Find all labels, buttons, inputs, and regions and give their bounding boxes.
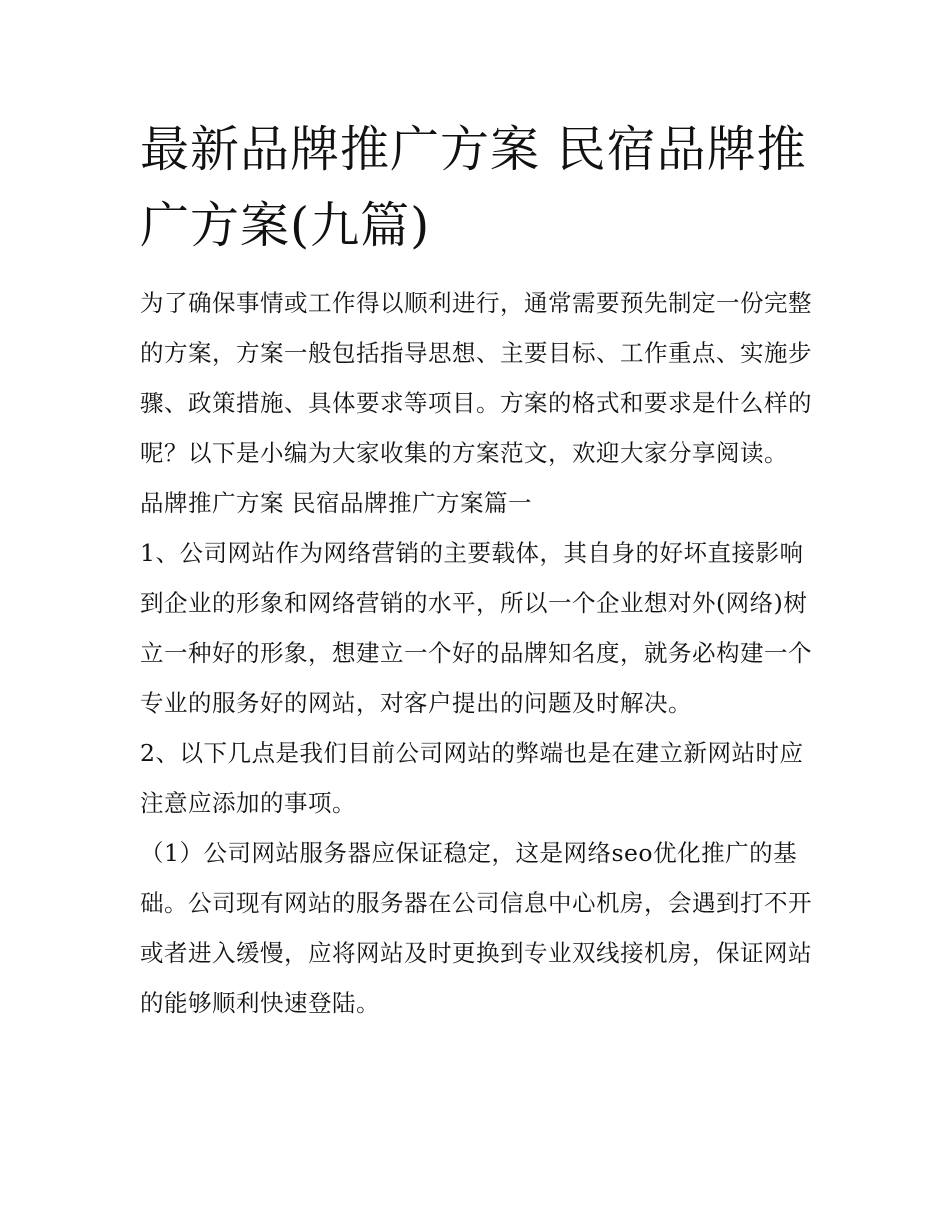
subpoint-1-paragraph: （1）公司网站服务器应保证稳定，这是网络seo优化推广的基础。公司现有网站的服务器在公司信息中心机房，会遇到打不开或者进入缓慢，应将网站及时更换到专业双线接机房，保证网站的能够顺利快速登陆。	[140, 839, 812, 1017]
point-1-paragraph: 1、公司网站作为网络营销的主要载体，其自身的好坏直接影响到企业的形象和网络营销的水平，所以一个企业想对外(网络)树立一种好的形象，想建立一个好的品牌知名度，就务必构建一个专业的服务好的网站，对客户提出的问题及时解决。	[140, 539, 812, 717]
intro-paragraph: 为了确保事情或工作得以顺利进行，通常需要预先制定一份完整的方案，方案一般包括指导思想、主要目标、工作重点、实施步骤、政策措施、具体要求等项目。方案的格式和要求是什么样的呢？以下是小编为大家收集的方案范文，欢迎大家分享阅读。	[140, 289, 812, 467]
point-2-paragraph: 2、以下几点是我们目前公司网站的弊端也是在建立新网站时应注意应添加的事项。	[140, 739, 804, 817]
document-title: 最新品牌推广方案 民宿品牌推广方案(九篇)	[140, 121, 807, 254]
document-body	[140, 278, 820, 1028]
section-heading: 品牌推广方案 民宿品牌推广方案篇一	[140, 489, 532, 517]
